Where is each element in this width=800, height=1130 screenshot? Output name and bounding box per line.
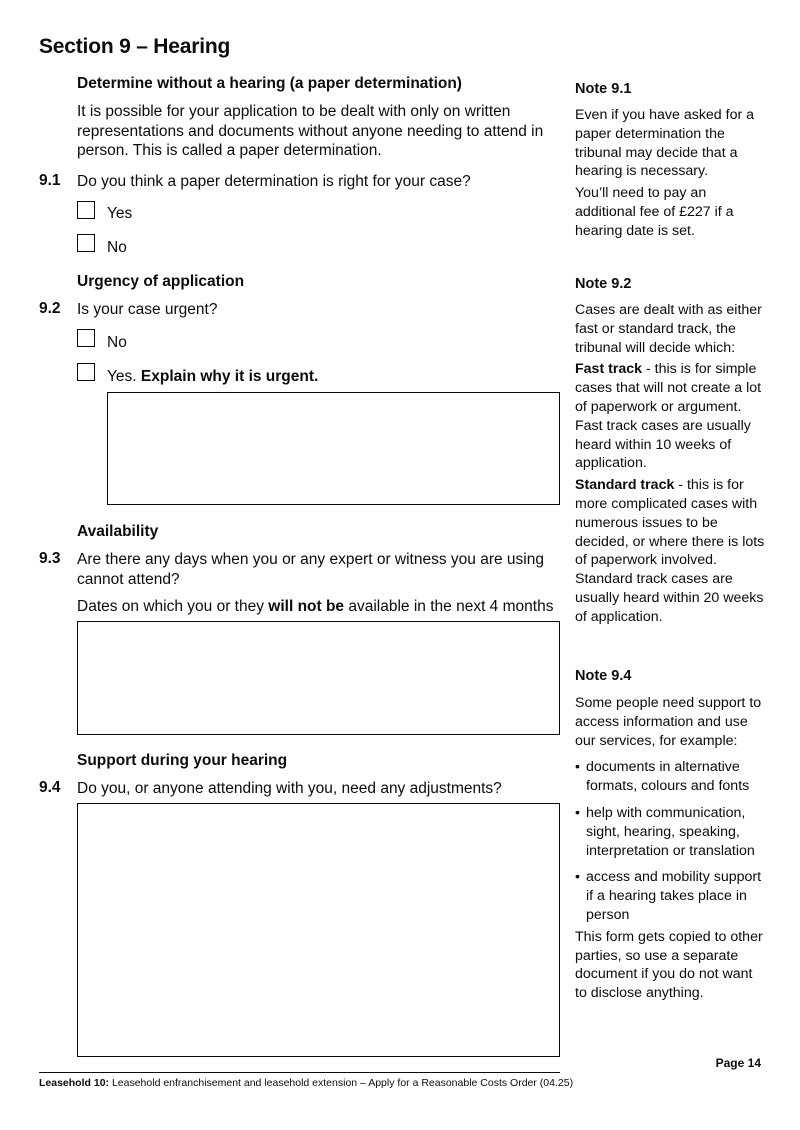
urgency-explanation-input[interactable] [107,392,560,505]
note-9-2-fast-track [575,360,767,473]
footer [39,1077,573,1089]
list-item: • help with communication, sight, hearing, speaking, interpretation or translation [575,804,755,859]
dates-prefix: Dates on which you or they [77,598,269,615]
note-9-4-body [575,694,767,1006]
unavailable-dates-label [77,597,572,617]
paper-determination-heading: Determine without a hearing (a paper determination) [77,75,462,92]
checkbox-9-1-yes-label: Yes [107,205,133,222]
list-item: • documents in alternative formats, colours and fonts [575,759,750,795]
question-9-2-text: Is your case urgent? [77,301,218,318]
note-9-2-p1: Cases are dealt with as either fast or standard track, the tribunal will decide which: [575,302,762,356]
paper-determination-intro: It is possible for your application to be dealt with only on written representations and documents without anyone needing to attend in person. This is called a paper determination. [77,103,544,159]
checkbox-9-2-no[interactable] [77,329,95,347]
bullet-text: help with communication, sight, hearing, speaking, interpretation or translation [586,804,755,859]
urgency-heading: Urgency of application [77,273,245,290]
note-9-2-body [575,301,767,630]
support-heading: Support during your hearing [77,752,288,769]
question-number-9-1: 9.1 [39,172,61,189]
note-9-2-standard-track [575,476,767,626]
checkbox-9-2-yes[interactable] [77,363,95,381]
dates-bold: will not be [268,598,345,615]
fast-track-text: - this is for simple cases that will not create a lot of paperwork or argument. Fast track cases are usually heard within 10 weeks of application. [575,361,762,472]
standard-track-text: - this is for more complicated cases with numerous issues to be decided, or where there is lots of paperwork involved. Standard track cases are usually heard within 20 weeks of application. [575,477,765,625]
footer-form-title: Leasehold enfranchisement and leasehold extension – Apply for a Reasonable Costs Order (04.25) [109,1077,574,1089]
checkbox-9-1-yes[interactable] [77,201,95,219]
dates-suffix: available in the next 4 months [344,598,554,615]
bullet-text: documents in alternative formats, colours and fonts [586,759,750,795]
list-item: • access and mobility support if a hearing takes place in person [575,869,762,923]
note-9-1-body [575,106,767,244]
adjustments-input[interactable] [77,803,560,1057]
standard-track-bold: Standard track [575,477,675,494]
bullet-text: access and mobility support if a hearing takes place in person [586,869,762,923]
note-9-2-title: Note 9.2 [575,276,632,292]
checkbox-9-1-no[interactable] [77,234,95,252]
note-9-1-title: Note 9.1 [575,81,632,97]
question-9-4-text: Do you, or anyone attending with you, need any adjustments? [77,780,502,797]
note-9-4-p2: This form gets copied to other parties, so use a separate document if you do not want to disclose anything. [575,928,763,1002]
note-9-1-p1: Even if you have asked for a paper determination the tribunal may decide that a hearing is necessary. [575,107,755,180]
page-number: Page 14 [715,1056,761,1070]
note-9-4-p1: Some people need support to access information and use our services, for example: [575,695,762,749]
explain-urgent-text: Explain why it is urgent. [140,368,319,385]
yes-text: Yes. [107,368,137,385]
question-number-9-3: 9.3 [39,550,61,567]
note-9-4-list [575,758,767,924]
footer-form-id: Leasehold 10: [39,1077,110,1089]
question-9-3-text: Are there any days when you or any expert or witness you are using cannot attend? [77,551,544,588]
note-9-4-title: Note 9.4 [575,668,632,684]
question-number-9-4: 9.4 [39,779,61,796]
question-9-1-text: Do you think a paper determination is right for your case? [77,173,471,190]
unavailable-dates-input[interactable] [77,621,560,735]
checkbox-9-1-no-label: No [107,239,127,256]
section-title: Section 9 – Hearing [39,35,231,58]
checkbox-9-2-no-label: No [107,334,127,351]
checkbox-9-2-yes-label [107,368,318,386]
availability-heading: Availability [77,523,159,540]
question-number-9-2: 9.2 [39,300,61,317]
note-9-1-p2: You’ll need to pay an additional fee of £227 if a hearing date is set. [575,185,734,239]
fast-track-bold: Fast track [575,361,643,378]
footer-divider [39,1072,560,1073]
